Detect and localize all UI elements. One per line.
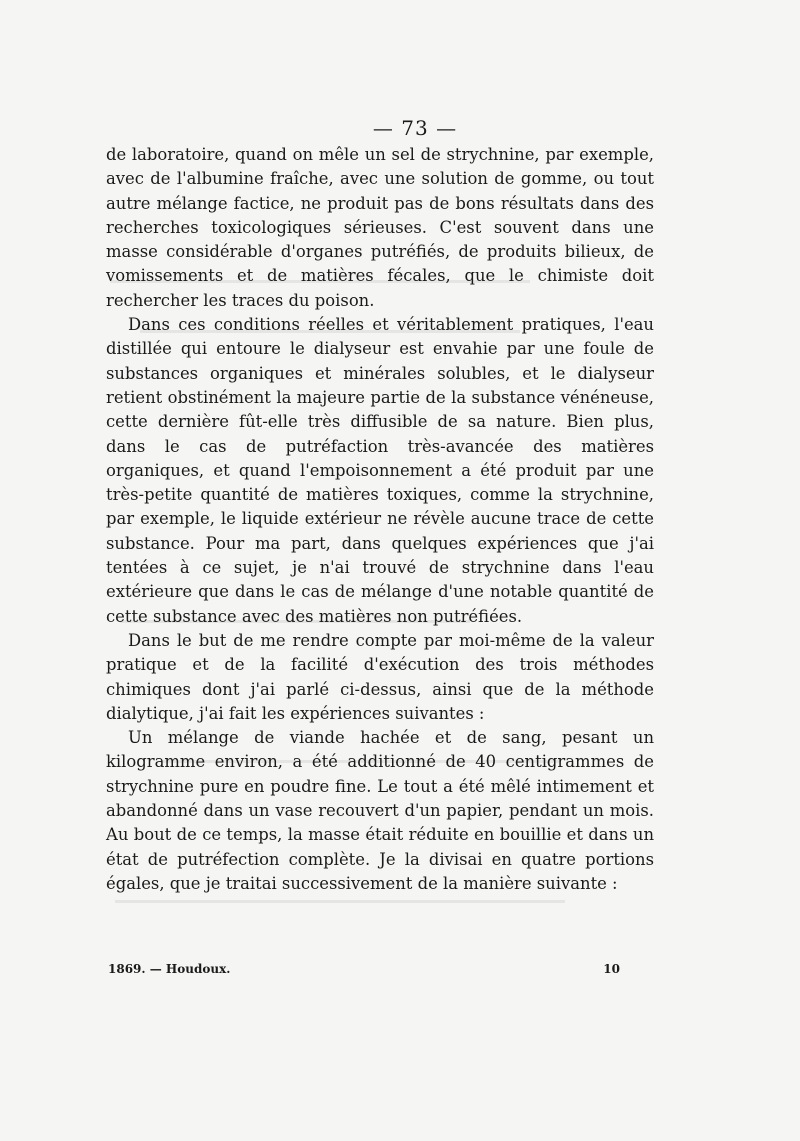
footer-signature: 1869. — Houdoux. — [108, 962, 231, 976]
paragraph-1: de laboratoire, quand on mêle un sel de strychnine, par exemple, avec de l'albumine fraîche, avec une solution de gomme, ou tout autre mélange factice, ne produit pas de bons résultats dans des recherches toxicologiques sérieuses. C'est souvent dans une masse considérable d'organes putréfiés, de produits bilieux, de vomissements et de matières fécales, que le chimiste doit rechercher les traces du poison. — [106, 145, 654, 310]
paragraph-3: Dans le but de me rendre compte par moi-même de la valeur pratique et de la facilité d'exécution des trois méthodes chimiques dont j'ai parlé ci-dessus, ainsi que de la méthode dialytique, j'ai fait les expériences suivantes : — [106, 630, 654, 723]
paragraph-4: Un mélange de viande hachée et de sang, pesant un kilogramme environ, a été additionné de 40 centigrammes de strychnine pure en poudre fine. Le tout a été mêlé intimement et abandonné dans un vase recouvert d'un papier, pendant un mois. Au bout de ce temps, la masse était réduite en bouillie et dans un état de putréfection complète. Je la divisai en quatre portions égales, que je traitai successivement de la manière suivante : — [106, 728, 654, 893]
page-number: — 73 — — [372, 116, 458, 140]
paragraph-2: Dans ces conditions réelles et véritablement pratiques, l'eau distillée qui entoure le dialyseur est envahie par une foule de substances organiques et minérales solubles, et le dialyseur retient obstinément la majeure partie de la substance vénéneuse, cette dernière fût-elle très diffusible de sa nature. Bien plus, dans le cas de putréfaction très-avancée des matières organiques, et quand l'empoisonnement a été produit par une très-petite quantité de matières toxiques, comme la strychnine, par exemple, le liquide extérieur ne révèle aucune trace de cette substance. Pour ma part, dans quelques expériences que j'ai tentées à ce sujet, je n'ai trouvé de strychnine dans l'eau extérieure que dans le cas de mélange d'une notable quantité de cette substance avec des matières non putréfiées. — [106, 315, 654, 626]
page-footer — [108, 962, 620, 976]
body-text — [106, 143, 654, 896]
footer-sheet-number: 10 — [603, 962, 620, 976]
